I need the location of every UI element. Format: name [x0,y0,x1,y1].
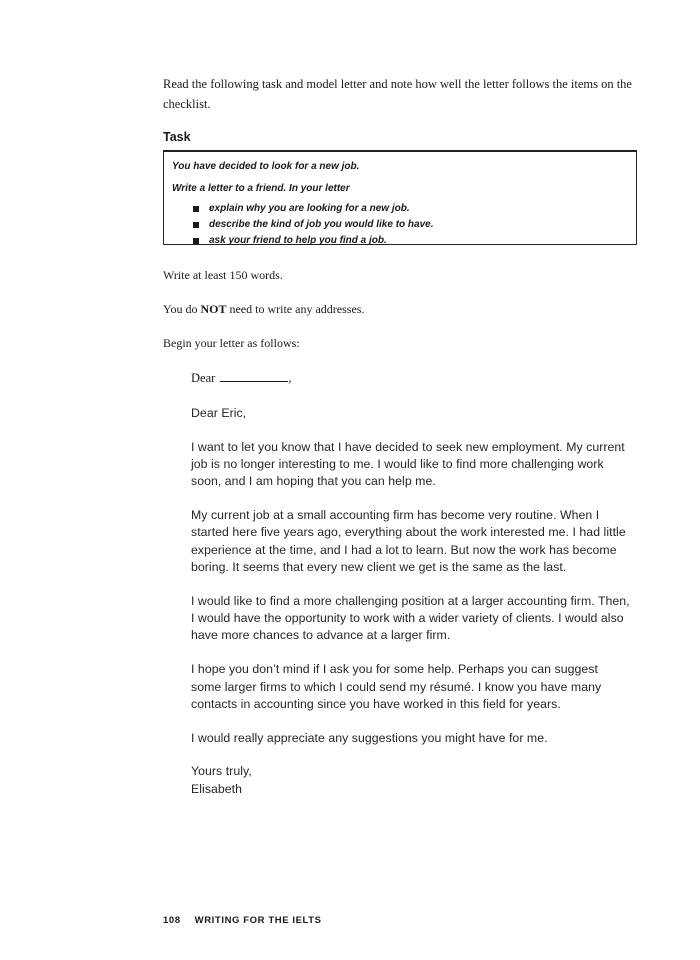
letter-paragraph: I hope you don’t mind if I ask you for some help. Perhaps you can suggest some larger firms to which I could send my résumé. I know you have many contacts in accounting since you have worked in this field for years. [191,662,602,711]
task-bullet-item: explain why you are looking for a new job. [193,201,636,217]
square-bullet-icon [193,238,199,244]
square-bullet-icon [193,222,199,228]
letter-greeting: Dear Eric, [191,406,247,420]
letter-paragraph: I want to let you know that I have decided to seek new employment. My current job is no longer interesting to me. I would like to find more challenging work soon, and I am hoping that you can help me. [191,439,625,489]
task-box [163,150,637,245]
page-footer [163,915,322,926]
letter-paragraph: I would really appreciate any suggestions you might have for me. [191,730,548,745]
letter-closing: Yours truly, [191,764,252,779]
task-heading: Task [163,130,191,144]
task-bullet-item: ask your friend to help you find a job. [193,233,636,249]
task-line-2: Write a letter to a friend. In your letter [172,183,350,194]
begin-instruction: Begin your letter as follows: [163,336,300,350]
letter-paragraph: My current job at a small accounting firm has become very routine. When I started here five years ago, everything about the work interested me. I had little experience at the time, and I had a lot to learn. But now the work has become boring. It seems that every new client we get is the same as the last. [191,508,626,575]
task-bullet-item: describe the kind of job you would like to have. [193,217,636,233]
book-title: WRITING FOR THE IELTS [194,915,322,926]
page-number: 108 [163,915,181,926]
addresses-instruction: You do NOT need to write any addresses. [163,302,365,316]
intro-paragraph: Read the following task and model letter and note how well the letter follows the items on the checklist. [163,77,632,111]
task-bullet-list [172,201,636,249]
letter-paragraph: I would like to find a more challenging position at a larger accounting firm. Then, I would have the opportunity to work with a wider variety of clients. I would also have more chances to advance at a larger firm. [191,593,630,643]
blank-line [220,370,288,382]
model-letter [191,405,631,798]
salutation-template: Dear , [191,371,292,385]
square-bullet-icon [193,206,199,212]
word-count-instruction: Write at least 150 words. [163,268,283,282]
task-line-1: You have decided to look for a new job. [172,161,360,172]
letter-signature: Elisabeth [191,781,243,796]
